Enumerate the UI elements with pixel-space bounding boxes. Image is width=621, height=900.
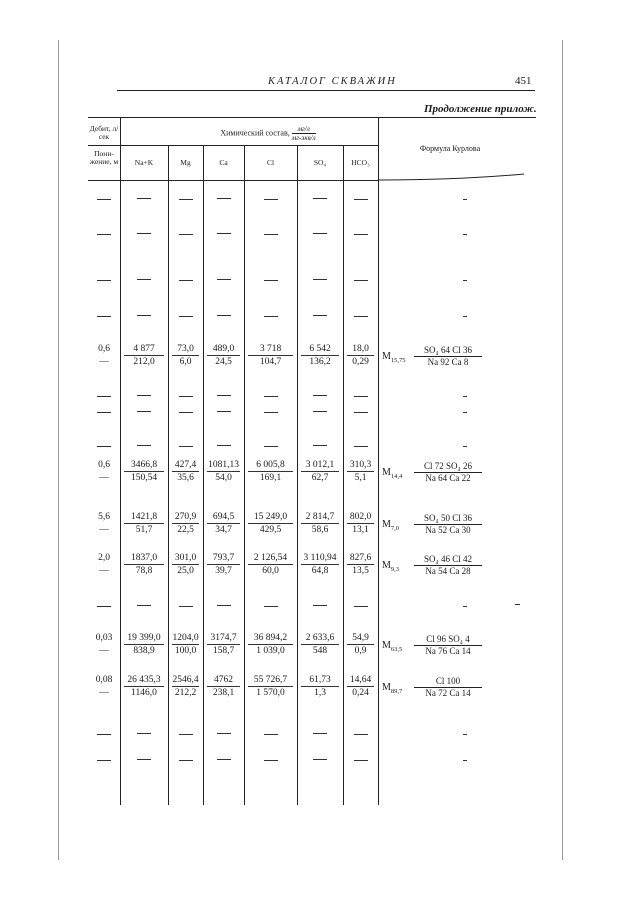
kurlov-anions: SO₄ 46 Cl 42 [424, 554, 472, 564]
debit-split-rule [88, 145, 120, 146]
empty-cell-dash [313, 233, 327, 234]
kurlov-anions: Cl 96 SO₄ 4 [426, 634, 470, 644]
header-chem-label: Химический состав, [220, 128, 290, 138]
cell-nak-fraction-bar [124, 644, 164, 645]
empty-cell-dash [354, 760, 368, 761]
header-chem [168, 125, 368, 142]
kurlov-formula [382, 675, 512, 705]
cell-nak-meq-l: 838,9 [133, 646, 155, 656]
empty-cell-dash [264, 412, 278, 413]
kurlov-cations: Na 64 Ca 22 [425, 473, 471, 483]
kurlov-formula [382, 344, 512, 374]
cell-nak-meq-l: 150,54 [130, 473, 158, 483]
kurlov-mineralization [382, 467, 402, 480]
cell-ca-mg-l: 793,7 [212, 553, 235, 563]
debit-value: 5,6 [98, 512, 110, 522]
cell-nak-meq-l: 51,7 [135, 525, 153, 535]
empty-cell-dash [313, 279, 327, 280]
empty-kurlov-dash [463, 396, 467, 397]
debit-value: 0,03 [95, 633, 113, 643]
kurlov-mineralization [382, 640, 402, 653]
cell-cl-fraction-bar [248, 355, 293, 356]
kurlov-m-letter: M [382, 682, 391, 693]
empty-cell-dash [179, 734, 193, 735]
stray-mark [515, 604, 520, 605]
empty-cell-dash [354, 396, 368, 397]
cell-nak-fraction-bar [124, 355, 164, 356]
cell-so4-fraction-bar [301, 523, 339, 524]
cell-cl-meq-l: 104,7 [259, 357, 282, 367]
empty-cell-dash [137, 759, 151, 760]
empty-cell-dash [97, 606, 111, 607]
kurlov-m-subscript: 15,75 [390, 357, 406, 364]
cell-mg-fraction-bar [172, 523, 199, 524]
empty-cell-dash [354, 234, 368, 235]
empty-kurlov-dash [463, 199, 467, 200]
cell-so4-meq-l: 58,6 [311, 525, 329, 535]
cell-hco3-fraction-bar [347, 471, 374, 472]
cell-mg-meq-l: 25,0 [177, 566, 194, 576]
cell-nak-mg-l: 19 399,0 [127, 633, 161, 643]
cell-hco3-meq-l: 0,24 [352, 688, 369, 698]
cell-mg-mg-l: 1204,0 [172, 633, 199, 643]
empty-cell-dash [137, 279, 151, 280]
empty-kurlov-dash [463, 280, 467, 281]
empty-cell-dash [137, 233, 151, 234]
header-kurlov: Формула Курлова [419, 144, 481, 153]
empty-cell-dash [354, 734, 368, 735]
cell-hco3-meq-l: 13,1 [352, 525, 369, 535]
cell-so4-mg-l: 3 110,94 [303, 553, 337, 563]
kurlov-m-letter: M [382, 519, 391, 530]
table-header-rule [88, 180, 378, 181]
page-number: 451 [515, 75, 532, 87]
ponizh-value: — [99, 473, 109, 483]
cell-nak-mg-l: 1837,0 [130, 553, 158, 563]
cell-hco3-fraction-bar [347, 644, 374, 645]
empty-cell-dash [354, 316, 368, 317]
cell-cl-mg-l: 55 726,7 [253, 675, 288, 685]
cell-cl-meq-l: 60,0 [262, 566, 279, 576]
cell-ca-fraction-bar [207, 523, 240, 524]
empty-cell-dash [264, 234, 278, 235]
header-chem-units-top: мг/л [292, 125, 316, 134]
cell-ca-meq-l: 158,7 [212, 646, 235, 656]
kurlov-m-letter: M [382, 560, 391, 571]
empty-cell-dash [354, 446, 368, 447]
cell-cl-mg-l: 6 005,8 [256, 460, 285, 470]
kurlov-mineralization [382, 560, 399, 573]
cell-hco3-fraction-bar [347, 355, 374, 356]
empty-cell-dash [264, 606, 278, 607]
kurlov-m-subscript: 9,3 [390, 566, 400, 573]
empty-cell-dash [97, 396, 111, 397]
empty-cell-dash [137, 395, 151, 396]
debit-value: 2,0 [98, 553, 110, 563]
empty-kurlov-dash [463, 760, 467, 761]
cell-ca-meq-l: 24,5 [215, 357, 232, 367]
empty-cell-dash [179, 412, 193, 413]
empty-kurlov-dash [463, 316, 467, 317]
header-ion-na-k: Na+K [134, 158, 154, 167]
kurlov-mineralization [382, 519, 399, 532]
cell-mg-meq-l: 35,6 [177, 473, 194, 483]
cell-nak-fraction-bar [124, 686, 164, 687]
cell-nak-mg-l: 1421,8 [130, 512, 158, 522]
empty-cell-dash [179, 446, 193, 447]
cell-nak-fraction-bar [124, 523, 164, 524]
empty-cell-dash [97, 280, 111, 281]
cell-nak-fraction-bar [124, 564, 164, 565]
cell-mg-fraction-bar [172, 644, 199, 645]
cell-mg-fraction-bar [172, 564, 199, 565]
header-rule [117, 90, 535, 91]
header-debit: Дебит, л/сек [89, 124, 119, 141]
empty-cell-dash [264, 199, 278, 200]
cell-mg-fraction-bar [172, 355, 199, 356]
kurlov-formula [382, 460, 512, 490]
ponizh-value: — [99, 646, 109, 656]
cell-cl-meq-l: 429,5 [259, 525, 282, 535]
cell-so4-mg-l: 3 012,1 [305, 460, 335, 470]
cell-so4-fraction-bar [301, 355, 339, 356]
right-page-edge [562, 40, 563, 860]
cell-so4-fraction-bar [301, 564, 339, 565]
cell-ca-meq-l: 54,0 [215, 473, 232, 483]
header-ion-hco3: HCO₃ [351, 158, 370, 167]
empty-cell-dash [264, 280, 278, 281]
cell-mg-fraction-bar [172, 686, 199, 687]
empty-cell-dash [264, 396, 278, 397]
cell-ca-mg-l: 1081,13 [208, 460, 239, 470]
empty-kurlov-dash [463, 446, 467, 447]
ponizh-value: — [99, 688, 109, 698]
empty-cell-dash [354, 606, 368, 607]
cell-cl-meq-l: 169,1 [259, 473, 282, 483]
running-title: КАТАЛОГ СКВАЖИН [268, 76, 397, 87]
cell-ca-fraction-bar [207, 564, 240, 565]
empty-cell-dash [97, 760, 111, 761]
empty-cell-dash [313, 445, 327, 446]
cell-so4-mg-l: 2 633,6 [305, 633, 335, 643]
ponizh-value: — [99, 357, 109, 367]
empty-cell-dash [217, 759, 231, 760]
cell-ca-mg-l: 489,0 [212, 344, 235, 354]
empty-cell-dash [313, 395, 327, 396]
cell-cl-fraction-bar [248, 471, 293, 472]
empty-cell-dash [97, 446, 111, 447]
empty-cell-dash [97, 316, 111, 317]
left-page-edge [58, 40, 59, 860]
debit-value: 0,6 [98, 344, 110, 354]
empty-cell-dash [217, 733, 231, 734]
empty-cell-dash [217, 411, 231, 412]
kurlov-m-letter: M [382, 467, 391, 478]
kurlov-m-subscript: 89,7 [390, 688, 403, 695]
cell-cl-mg-l: 36 894,2 [253, 633, 288, 643]
kurlov-header-rule [378, 170, 528, 186]
empty-cell-dash [137, 445, 151, 446]
cell-mg-mg-l: 427,4 [174, 460, 197, 470]
header-ponizh: Пони-жение, м [89, 149, 119, 166]
continuation-label: Продолжение прилож. [424, 103, 537, 115]
cell-ca-fraction-bar [207, 471, 240, 472]
cell-hco3-meq-l: 0,29 [352, 357, 369, 367]
kurlov-cations: Na 76 Ca 14 [425, 646, 471, 656]
kurlov-cations: Na 92 Ca 8 [427, 357, 469, 367]
cell-hco3-mg-l: 18,0 [352, 344, 369, 354]
cell-nak-fraction-bar [124, 471, 164, 472]
header-ion-so4: SO₄ [313, 158, 327, 167]
empty-cell-dash [313, 315, 327, 316]
empty-cell-dash [264, 316, 278, 317]
cell-nak-meq-l: 78,8 [135, 566, 153, 576]
cell-hco3-mg-l: 310,3 [349, 460, 372, 470]
debit-value: 0,6 [98, 460, 110, 470]
empty-cell-dash [97, 412, 111, 413]
empty-cell-dash [179, 280, 193, 281]
kurlov-m-letter: M [382, 640, 391, 651]
chem-subheader-rule [120, 145, 378, 146]
cell-hco3-mg-l: 14,64 [349, 675, 372, 685]
kurlov-cations: Na 54 Ca 28 [425, 566, 471, 576]
kurlov-m-letter: M [382, 351, 391, 362]
cell-ca-fraction-bar [207, 644, 240, 645]
empty-cell-dash [97, 199, 111, 200]
cell-so4-mg-l: 6 542 [309, 344, 331, 354]
empty-cell-dash [217, 279, 231, 280]
empty-cell-dash [137, 411, 151, 412]
cell-cl-fraction-bar [248, 564, 293, 565]
cell-hco3-fraction-bar [347, 686, 374, 687]
cell-so4-meq-l: 136,2 [309, 357, 331, 367]
cell-ca-mg-l: 694,5 [212, 512, 235, 522]
cell-cl-mg-l: 3 718 [259, 344, 282, 354]
kurlov-m-subscript: 63,5 [390, 646, 403, 653]
cell-nak-mg-l: 4 877 [133, 344, 155, 354]
kurlov-anions: Cl 72 SO₄ 26 [424, 461, 472, 471]
cell-so4-fraction-bar [301, 686, 339, 687]
cell-so4-meq-l: 64,8 [311, 566, 329, 576]
empty-cell-dash [217, 233, 231, 234]
kurlov-cations: Na 52 Ca 30 [425, 525, 471, 535]
kurlov-m-subscript: 14,4 [390, 473, 403, 480]
cell-nak-meq-l: 1146,0 [131, 688, 157, 698]
kurlov-anions: Cl 100 [435, 676, 461, 686]
empty-cell-dash [313, 733, 327, 734]
cell-cl-fraction-bar [248, 644, 293, 645]
empty-cell-dash [137, 198, 151, 199]
table-top-rule [88, 117, 536, 118]
kurlov-formula [382, 553, 512, 583]
cell-hco3-meq-l: 13,5 [352, 566, 369, 576]
empty-cell-dash [313, 411, 327, 412]
cell-hco3-mg-l: 54,9 [352, 633, 369, 643]
debit-value: 0,08 [95, 675, 113, 685]
kurlov-anions: SO₄ 64 Cl 36 [424, 345, 472, 355]
empty-cell-dash [354, 412, 368, 413]
empty-cell-dash [217, 315, 231, 316]
cell-so4-mg-l: 61,73 [309, 675, 331, 685]
cell-mg-meq-l: 22,5 [177, 525, 194, 535]
cell-cl-meq-l: 1 039,0 [256, 646, 285, 656]
empty-cell-dash [137, 315, 151, 316]
empty-cell-dash [264, 446, 278, 447]
empty-kurlov-dash [463, 734, 467, 735]
cell-mg-mg-l: 301,0 [174, 553, 197, 563]
empty-cell-dash [179, 234, 193, 235]
cell-cl-meq-l: 1 570,0 [256, 688, 285, 698]
empty-cell-dash [97, 734, 111, 735]
cell-cl-fraction-bar [248, 523, 293, 524]
cell-nak-mg-l: 3466,8 [130, 460, 158, 470]
empty-cell-dash [179, 760, 193, 761]
ponizh-value: — [99, 566, 109, 576]
cell-ca-meq-l: 34,7 [215, 525, 232, 535]
kurlov-mineralization [382, 682, 402, 695]
cell-cl-mg-l: 2 126,54 [253, 553, 288, 563]
empty-cell-dash [264, 760, 278, 761]
empty-cell-dash [97, 234, 111, 235]
empty-cell-dash [354, 199, 368, 200]
empty-cell-dash [179, 316, 193, 317]
cell-mg-mg-l: 73,0 [177, 344, 194, 354]
col-line-7 [378, 117, 379, 805]
empty-cell-dash [313, 198, 327, 199]
empty-kurlov-dash [463, 606, 467, 607]
cell-hco3-mg-l: 827,6 [349, 553, 372, 563]
cell-so4-fraction-bar [301, 644, 339, 645]
cell-so4-fraction-bar [301, 471, 339, 472]
cell-ca-mg-l: 3174,7 [210, 633, 237, 643]
empty-kurlov-dash [463, 234, 467, 235]
cell-mg-fraction-bar [172, 471, 199, 472]
empty-cell-dash [137, 605, 151, 606]
empty-cell-dash [313, 605, 327, 606]
cell-so4-meq-l: 1,3 [314, 688, 326, 698]
cell-nak-mg-l: 26 435,3 [127, 675, 161, 685]
cell-ca-meq-l: 238,1 [212, 688, 235, 698]
empty-kurlov-dash [463, 412, 467, 413]
header-chem-units-bottom: мг-экв/л [291, 134, 316, 142]
kurlov-cations: Na 72 Ca 14 [425, 688, 471, 698]
empty-cell-dash [179, 606, 193, 607]
cell-mg-mg-l: 2546,4 [172, 675, 199, 685]
ponizh-value: — [99, 525, 109, 535]
header-ion-cl: Cl [266, 158, 275, 167]
empty-cell-dash [313, 759, 327, 760]
empty-cell-dash [217, 445, 231, 446]
empty-cell-dash [354, 280, 368, 281]
cell-cl-fraction-bar [248, 686, 293, 687]
cell-mg-meq-l: 6,0 [179, 357, 192, 367]
cell-cl-mg-l: 15 249,0 [253, 512, 288, 522]
cell-hco3-fraction-bar [347, 523, 374, 524]
kurlov-anions: SO₄ 50 Cl 36 [424, 513, 472, 523]
empty-cell-dash [137, 733, 151, 734]
cell-mg-meq-l: 100,0 [174, 646, 197, 656]
cell-nak-meq-l: 212,0 [133, 357, 155, 367]
cell-hco3-meq-l: 0,9 [354, 646, 367, 656]
kurlov-m-subscript: 7,0 [390, 525, 400, 532]
header-ion-ca: Ca [219, 158, 228, 167]
cell-ca-mg-l: 4762 [214, 675, 233, 685]
cell-hco3-mg-l: 802,0 [349, 512, 372, 522]
cell-mg-mg-l: 270,9 [174, 512, 197, 522]
kurlov-formula [382, 512, 512, 542]
kurlov-mineralization [382, 351, 406, 364]
cell-ca-fraction-bar [207, 355, 240, 356]
cell-hco3-meq-l: 5,1 [354, 473, 367, 483]
kurlov-formula [382, 633, 512, 663]
empty-cell-dash [217, 605, 231, 606]
empty-cell-dash [179, 396, 193, 397]
empty-cell-dash [217, 198, 231, 199]
header-ion-mg: Mg [180, 158, 191, 167]
cell-ca-meq-l: 39,7 [215, 566, 232, 576]
cell-hco3-fraction-bar [347, 564, 374, 565]
cell-so4-meq-l: 548 [312, 646, 328, 656]
empty-cell-dash [217, 395, 231, 396]
cell-ca-fraction-bar [207, 686, 240, 687]
empty-cell-dash [179, 199, 193, 200]
cell-mg-meq-l: 212,2 [174, 688, 197, 698]
cell-so4-meq-l: 62,7 [311, 473, 329, 483]
empty-cell-dash [264, 734, 278, 735]
cell-so4-mg-l: 2 814,7 [305, 512, 335, 522]
